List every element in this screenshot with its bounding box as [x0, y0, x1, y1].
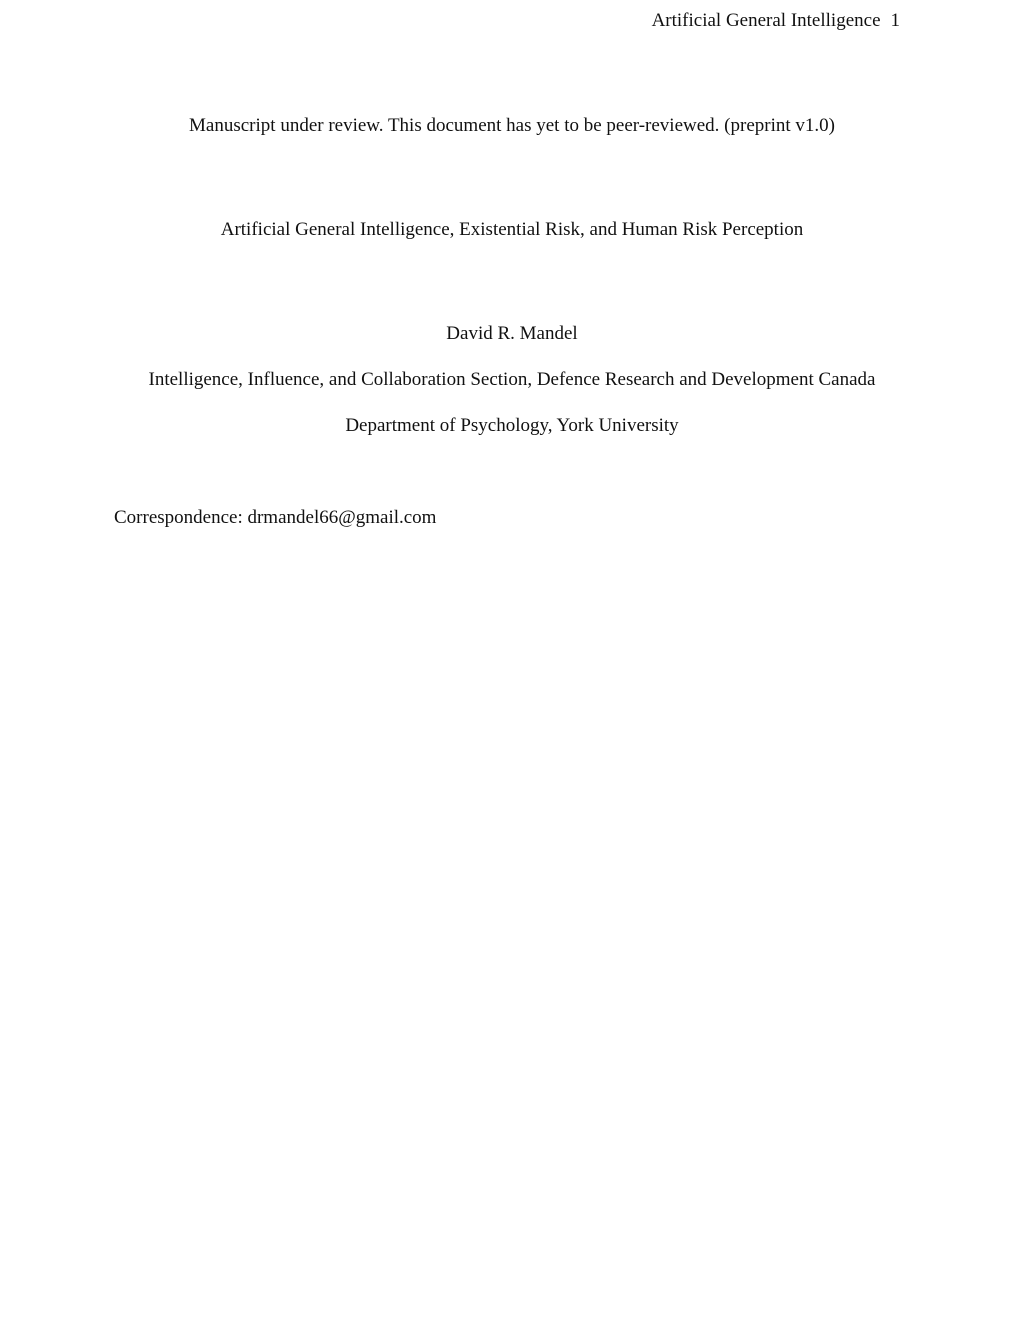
- author-name: David R. Mandel: [446, 323, 578, 344]
- paper-title: Artificial General Intelligence, Existential Risk, and Human Risk Perception: [220, 219, 804, 240]
- running-head-title: Artificial General Intelligence: [651, 10, 881, 31]
- correspondence: Correspondence: drmandel66@gmail.com: [114, 507, 437, 528]
- affiliation-2: Department of Psychology, York University: [345, 415, 679, 436]
- running-head: [652, 9, 900, 33]
- review-notice: Manuscript under review. This document has yet to be peer-reviewed. (preprint v1.0): [189, 115, 835, 136]
- page-number: 1: [890, 10, 900, 31]
- affiliation-1: Intelligence, Influence, and Collaboration Section, Defence Research and Development Canada: [148, 369, 876, 390]
